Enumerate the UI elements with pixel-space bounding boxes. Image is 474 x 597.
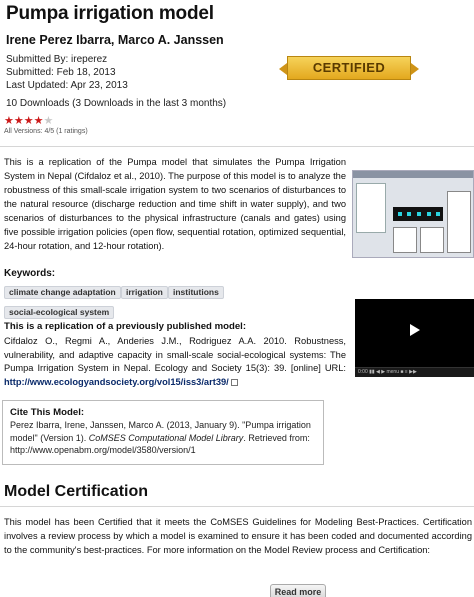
- screenshot-plot: [447, 191, 471, 253]
- cite-library: CoMSES Computational Model Library: [88, 432, 244, 443]
- replication-citation: [4, 335, 346, 389]
- model-screenshot[interactable]: [352, 170, 474, 258]
- external-link-icon[interactable]: [231, 379, 238, 386]
- last-updated: Last Updated: Apr 23, 2013: [6, 80, 128, 91]
- submitted-by: Submitted By: ireperez: [6, 54, 108, 65]
- model-authors: Irene Perez Ibarra, Marco A. Janssen: [6, 33, 224, 47]
- star-icon[interactable]: ★: [23, 115, 34, 127]
- replication-citation-text: Cifdaloz O., Regmi A., Anderies J.M., Rodriguez A.A. 2010. Robustness, vulnerability, and adaptive capacity in small-scale social-ecological systems: The Pumpa Irrigation System in Nepal. Ecology and Society 15(3): 39. [online] URL:: [4, 336, 346, 373]
- screenshot-plot: [420, 227, 444, 253]
- certification-text: This model has been Certified that it meets the CoMSES Guidelines for Modeling Best-Practices. Certification involves a review process by which a model is examined to ensure it has been coded and documented according to the community's best-practices. For more information on the Model Review process and Certification:: [4, 517, 472, 555]
- submitted-date: Submitted: Feb 18, 2013: [6, 67, 116, 78]
- screenshot-world-view: [393, 207, 443, 221]
- play-icon[interactable]: [410, 324, 420, 336]
- keyword-tag[interactable]: irrigation: [121, 286, 168, 299]
- replication-link[interactable]: http://www.ecologyandsociety.org/vol15/iss3/art39/: [4, 376, 229, 387]
- star-icon[interactable]: ★: [13, 115, 24, 127]
- replication-label: This is a replication of a previously published model:: [4, 321, 247, 332]
- video-controls[interactable]: 0:00 ▮▮ ◀ ▶ menu ■ ≡ ▶▶: [355, 367, 474, 377]
- rating-stars[interactable]: [4, 114, 53, 127]
- keyword-tag[interactable]: institutions: [168, 286, 224, 299]
- screenshot-controls-panel: [356, 183, 386, 233]
- model-description: This is a replication of the Pumpa model that simulates the Pumpa Irrigation System in Nepal (Cifdaloz et al., 2010). The purpose of this model is to analyze the robustness of this small-scale irrigation system to two scenarios of disturbances to the natural resource (discharge reduction and time shift in water supply), and two scenarios of disturbances to the physical infrastructure (canals and gates) using five possible irrigation policies (open flow, sequential rotation, optimized sequential, 24-hour rotation, and 12-hour rotation).: [4, 157, 346, 251]
- screenshot-titlebar: [353, 171, 473, 178]
- section-divider: [0, 506, 474, 507]
- keywords-label: Keywords:: [4, 268, 56, 279]
- read-more-button[interactable]: Read more: [270, 584, 326, 597]
- page-title: Pumpa irrigation model: [6, 3, 214, 24]
- cite-title: Cite This Model:: [10, 407, 85, 418]
- certified-badge: CERTIFIED: [287, 56, 411, 80]
- download-count: 10 Downloads (3 Downloads in the last 3 months): [6, 98, 227, 109]
- cite-text: Perez Ibarra, Irene, Janssen, Marco A. (2013, January 9). "Pumpa irrigation model" (Version 1). CoMSES Computational Model Library. Retrieved from: http://www.openabm.org/model/3580/version/1: [10, 420, 311, 455]
- cite-box: [2, 400, 324, 465]
- star-icon[interactable]: ★: [33, 115, 44, 127]
- star-icon[interactable]: ★: [4, 115, 14, 127]
- header-divider: [0, 146, 474, 147]
- certification-title: Model Certification: [4, 483, 149, 500]
- video-player[interactable]: [355, 299, 474, 377]
- screenshot-plot: [393, 227, 417, 253]
- keyword-tag[interactable]: climate change adaptation: [4, 286, 121, 299]
- versions-rating: All Versions: 4/5 (1 ratings): [4, 128, 88, 135]
- keyword-tag[interactable]: social-ecological system: [4, 306, 114, 319]
- star-empty-icon[interactable]: ★: [43, 115, 54, 127]
